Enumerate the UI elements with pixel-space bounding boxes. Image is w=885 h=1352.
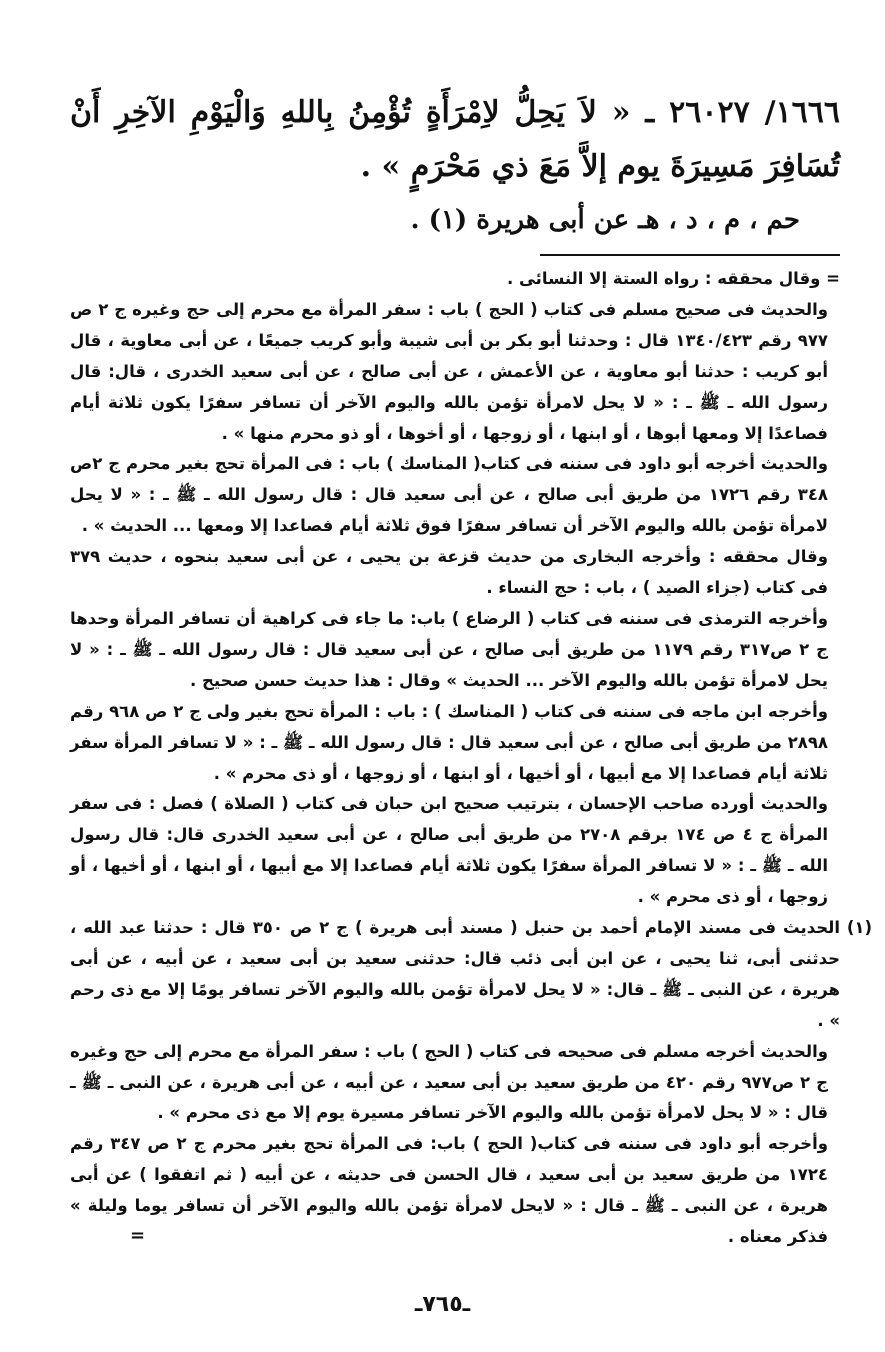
note-paragraph: وقال محققه : وأخرجه البخارى من حديث قزعة بن يحيى ، عن أبى سعيد بنحوه ، حديث ٣٧٩ فى كتاب (جزاء الصيد ) ، باب : حج النساء .	[70, 547, 828, 598]
footnote-paragraph: والحديث أخرجه مسلم فى صحيحه فى كتاب ( الحج ) باب : سفر المرأة مع محرم إلى حج وغيره ج ٢ ص٩٧٧ رقم ٤٢٠ من طريق سعيد بن أبى سعيد ، عن أبيه ، عن أبى هريرة ، عن النبى ـ ﷺ ـ قال : « لا يحل لامرأة تؤمن بالله واليوم الآخر تسافر مسيرة يوم إلا مع ذى محرم » .	[70, 1041, 828, 1123]
hadith-sources: حم ، م ، د ، هـ عن أبى هريرة (١) .	[410, 205, 800, 235]
footnote-paragraph: وأخرجه أبو داود فى سننه فى كتاب( الحج ) باب: فى المرأة تحج بغير محرم ج ٢ ص ٣٤٧ رقم ١٧٢٤ من طريق سعيد بن أبى سعيد ، قال الحسن فى حديثه ، عن أبيه ( ثم اتفقوا ) عن أبى هريرة ، عن النبى ـ ﷺ ـ قال : « لايحل لامرأة تؤمن بالله واليوم الآخر أن تسافر يوما وليلة » فذكر معناه .	[70, 1134, 828, 1247]
note-paragraph: وأخرجه ابن ماجه فى سننه فى كتاب ( المناسك ) : باب : المرأة تحج بغير ولى ج ٢ ص ٩٦٨ رقم ٢٨٩٨ من طريق أبى صالح ، عن أبى سعيد قال : قال رسول الله ـ ﷺ ـ : « لا تسافر المرأة سفر ثلاثة أيام فصاعدا إلا مع أبيها ، أو أخيها ، أو ابنها ، أو زوجها ، أو ذى محرم » .	[70, 701, 828, 783]
note-paragraph: والحديث أخرجه أبو داود فى سننه فى كتاب( المناسك ) باب : فى المرأة تحج بغير محرم ج ٢ص ٣٤٨ رقم ١٧٢٦ من طريق أبى صالح ، عن أبى سعيد قال : قال رسول الله ـ ﷺ ـ : « لا يحل لامرأة تؤمن بالله واليوم الآخر أن تسافر سفرًا فوق ثلاثة أيام فصاعدا إلا ومعها ... الحديث » .	[70, 454, 828, 536]
footnote-marker: (١)	[846, 918, 872, 938]
continuation-mark: =	[130, 1225, 146, 1246]
footnote	[70, 913, 872, 1253]
hadith-text: ١٦٦٦/ ٢٦٠٢٧ ـ « لاَ يَحِلُّ لاِمْرَأَةٍ تُؤْمِنُ بِاللهِ وَالْيَوْمِ الآخِرِ أَنْ تُسَافِرَ مَسِيرَةَ يوم إلاَّ مَعَ ذي مَحْرَمٍ » .	[70, 95, 840, 184]
page-number: ـ٧٦٥ـ	[414, 1292, 471, 1317]
footnote-separator	[540, 254, 840, 256]
note-paragraph: والحديث أورده صاحب الإحسان ، بترتيب صحيح ابن حبان فى كتاب ( الصلاة ) فصل : فى سفر المرأة ج ٤ ص ١٧٤ برقم ٢٧٠٨ من طريق أبى صالح ، عن أبى سعيد الخدرى قال: قال رسول الله ـ ﷺ ـ : « لا تسافر المرأة سفرًا يكون ثلاثة أيام فصاعدا إلا مع أبيها ، أو ابنها ، أو أخيها ، أو زوجها ، أو ذى محرم » .	[70, 794, 828, 907]
note-paragraph: وأخرجه الترمذى فى سننه فى كتاب ( الرضاع ) باب: ما جاء فى كراهية أن تسافر المرأة وحدها ج ٢ ص٣١٧ رقم ١١٧٩ من طريق أبى صالح ، عن أبى سعيد قال : قال رسول الله ـ ﷺ ـ : « لا يحل لامرأة تؤمن بالله واليوم الآخر ... الحديث » وقال : هذا حديث حسن صحيح .	[70, 608, 828, 690]
page-content	[70, 86, 872, 1253]
note-paragraph: = وقال محققه : رواه الستة إلا النسائى .	[506, 269, 840, 288]
note-paragraph: والحديث فى صحيح مسلم فى كتاب ( الحج ) باب : سفر المرأة مع محرم إلى حج وغيره ج ٢ ص ٩٧٧ رقم ١٣٤٠/٤٢٣ قال : وحدثنا أبو بكر بن أبى شيبة وأبو كريب جميعًا ، عن أبى معاوية ، قال أبو كريب : حدثنا أبو معاوية ، عن الأعمش ، عن أبى صالح ، عن أبى سعيد الخدرى ، قال: قال رسول الله ـ ﷺ ـ : « لا يحل لامرأة تؤمن بالله واليوم الآخر أن تسافر سفرًا يكون ثلاثة أيام فصاعدًا إلا ومعها أبوها ، أو ابنها ، أو زوجها ، أو أخوها ، أو ذو محرم منها » .	[70, 299, 828, 443]
footnote-paragraph: الحديث فى مسند الإمام أحمد بن حنبل ( مسند أبى هريرة ) ج ٢ ص ٣٥٠ قال : حدثنا عبد الله ، حدثنى أبى، ثنا يحيى ، عن ابن أبى ذئب قال: حدثنى سعيد بن أبى سعيد ، عن أبيه ، عن أبى هريرة ، عن النبى ـ ﷺ ـ قال: « لا يحل لامرأة تؤمن بالله واليوم الآخر تسافر يومًا إلا مع ذى رحم » .	[70, 918, 840, 1030]
notes-section	[70, 264, 872, 1253]
